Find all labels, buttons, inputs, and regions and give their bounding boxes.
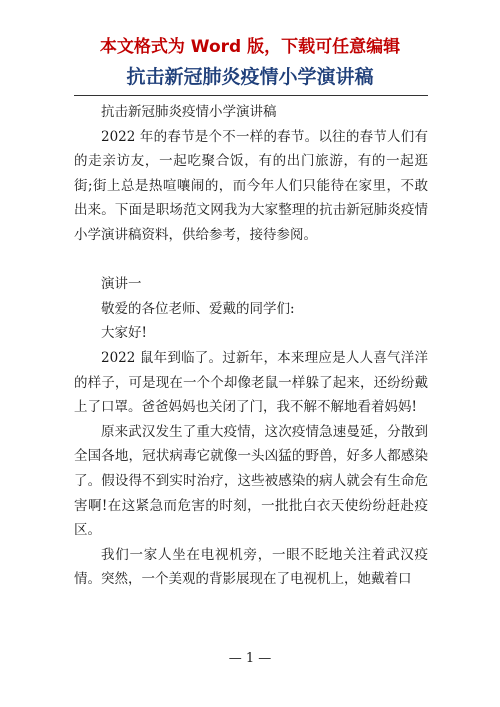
speech-paragraph-1: 2022 鼠年到临了。过新年，本来理应是人人喜气洋洋的样子，可是现在一个个却像老鼠一样躲了起来，还纷纷戴上了口罩。爸爸妈妈也关闭了门，我不解不解地看着妈妈! — [74, 349, 428, 416]
speech-salutation: 敬爱的各位老师、爱戴的同学们: — [101, 300, 295, 317]
speech-paragraph-3: 我们一家人坐在电视机旁，一眼不眨地关注着武汉疫情。突然，一个美观的背影展现在了电视机上，她戴着口 — [74, 546, 428, 588]
speech-heading: 演讲一 — [101, 276, 142, 293]
speech-paragraph-2: 原来武汉发生了重大疫情，这次疫情急速曼延，分散到全国各地，冠状病毒它就像一头凶猛的野兽，好多人都感染了。假设得不到实时治疗，这些被感染的病人就会有生命危害啊!在这紧急而危害的时刻，一批批白衣天使纷纷赶赴疫区。 — [74, 423, 428, 539]
title-divider — [74, 95, 428, 96]
speech-greeting: 大家好! — [101, 325, 147, 342]
paragraph-spacer — [74, 248, 428, 273]
page-number: — 1 — — [228, 651, 272, 666]
intro-paragraph: 2022 年的春节是个不一样的春节。以往的春节人们有的走亲访友，一起吃聚合饭，有的出门旅游，有的一起逛街;街上总是热喧嚷闹的，而今年人们只能待在家里，不敢出来。下面是职场范文网我为大家整理的抗击新冠肺炎疫情小学演讲稿资料，供给参考，接待参阅。 — [74, 128, 428, 243]
download-banner: 本文格式为 Word 版，下载可任意编辑 — [99, 37, 401, 57]
document-body — [74, 100, 428, 592]
doc-subtitle-paragraph: 抗击新冠肺炎疫情小学演讲稿 — [101, 104, 277, 120]
page-title: 抗击新冠肺炎疫情小学演讲稿 — [126, 66, 374, 88]
